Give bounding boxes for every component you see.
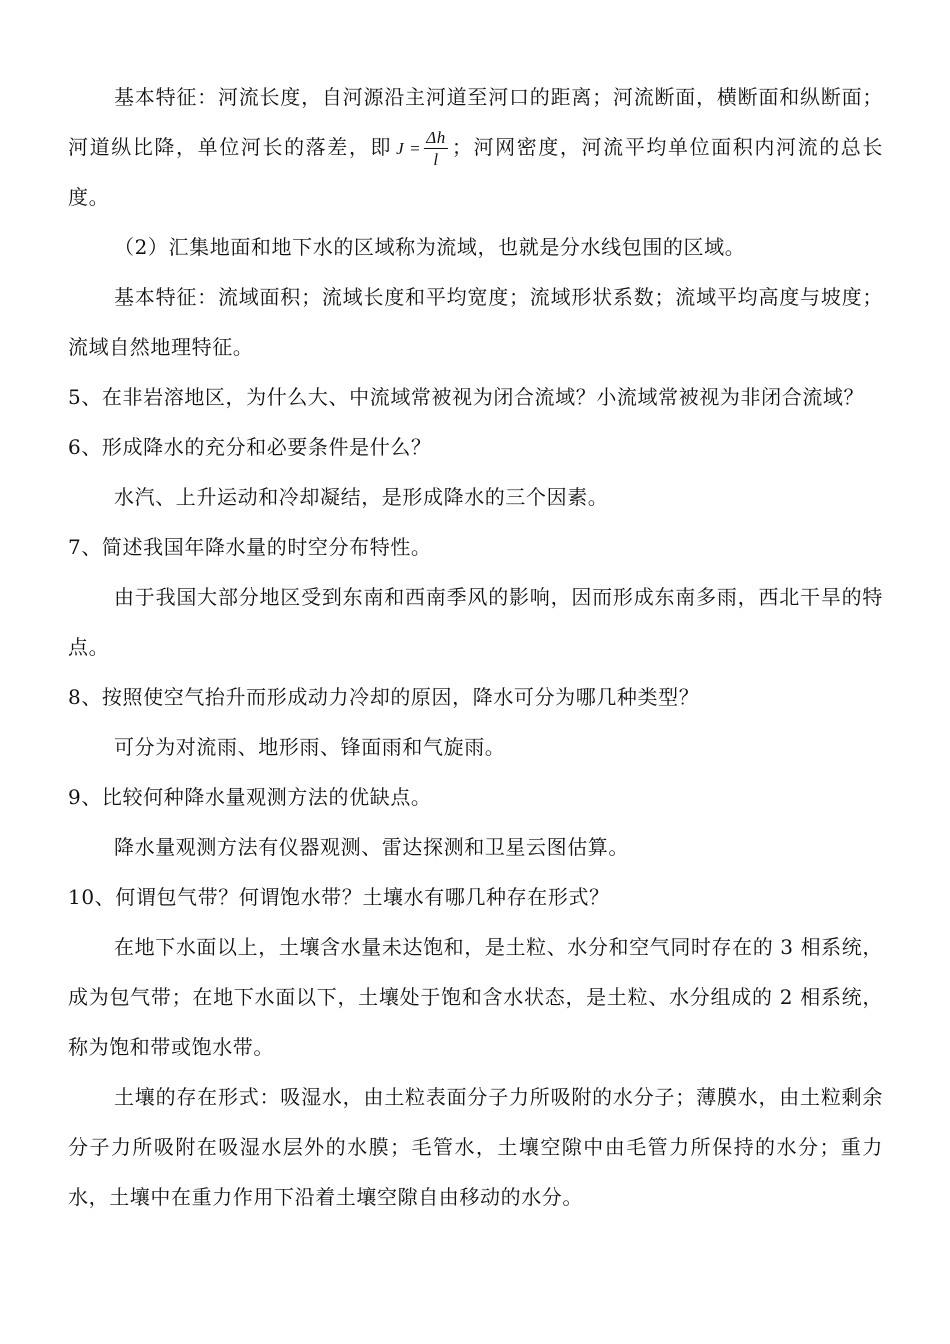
answer-10-zones: 在地下水面以上，土壤含水量未达饱和，是土粒、水分和空气同时存在的 3 相系统，成为包气带；在地下水面以下，土壤处于饱和含水状态，是土粒、水分组成的 2 相系统，称为饱和带或饱水带。: [68, 935, 883, 1059]
answer-9: 降水量观测方法有仪器观测、雷达探测和卫星云图估算。: [114, 835, 629, 859]
answer-10-soil-water-forms: 土壤的存在形式：吸湿水，由土粒表面分子力所吸附的水分子；薄膜水，由土粒剩余分子力所吸附在吸湿水层外的水膜；毛管水，土壤空隙中由毛管力所保持的水分；重力水，土壤中在重力作用下沿着土壤空隙自由移动的水分。: [68, 1085, 883, 1209]
question-6: 6、形成降水的充分和必要条件是什么？: [68, 435, 432, 459]
formula-numerator: Δh: [426, 128, 446, 147]
answer-7: 由于我国大部分地区受到东南和西南季风的影响，因而形成东南多雨，西北干旱的特点。: [68, 585, 883, 659]
river-features-paragraph: [68, 72, 883, 222]
question-7: 7、简述我国年降水量的时空分布特性。: [68, 535, 432, 559]
formula-fraction: [424, 129, 448, 168]
river-features-text-continued: ；河网密度，河流平均单位面积内河流的总长度。: [68, 135, 884, 209]
formula-denominator: l: [433, 150, 439, 169]
question-10: 10、何谓包气带？何谓饱水带？土壤水有哪几种存在形式？: [68, 885, 610, 909]
answer-8: 可分为对流雨、地形雨、锋面雨和气旋雨。: [114, 735, 506, 759]
question-9: 9、比较何种降水量观测方法的优缺点。: [68, 785, 432, 809]
river-features-text: 基本特征：河流长度，自河源沿主河道至河口的距离；河流断面，横断面和纵断面；河道纵比降，单位河长的落差，即: [68, 85, 883, 159]
document-page: [68, 72, 883, 1222]
question-8: 8、按照使空气抬升而形成动力冷却的原因，降水可分为哪几种类型？: [68, 685, 700, 709]
question-5: 5、在非岩溶地区，为什么大、中流域常被视为闭合流域？小流域常被视为非闭合流域？: [68, 385, 865, 409]
answer-6: 水汽、上升运动和冷却凝结，是形成降水的三个因素。: [114, 485, 609, 509]
basin-features-paragraph: 基本特征：流域面积；流域长度和平均宽度；流域形状系数；流域平均高度与坡度；流域自然地理特征。: [68, 285, 883, 359]
basin-definition-paragraph: （2）汇集地面和地下水的区域称为流域，也就是分水线包围的区域。: [114, 235, 746, 259]
formula-lhs: J =: [396, 139, 422, 158]
slope-formula: [396, 129, 448, 168]
